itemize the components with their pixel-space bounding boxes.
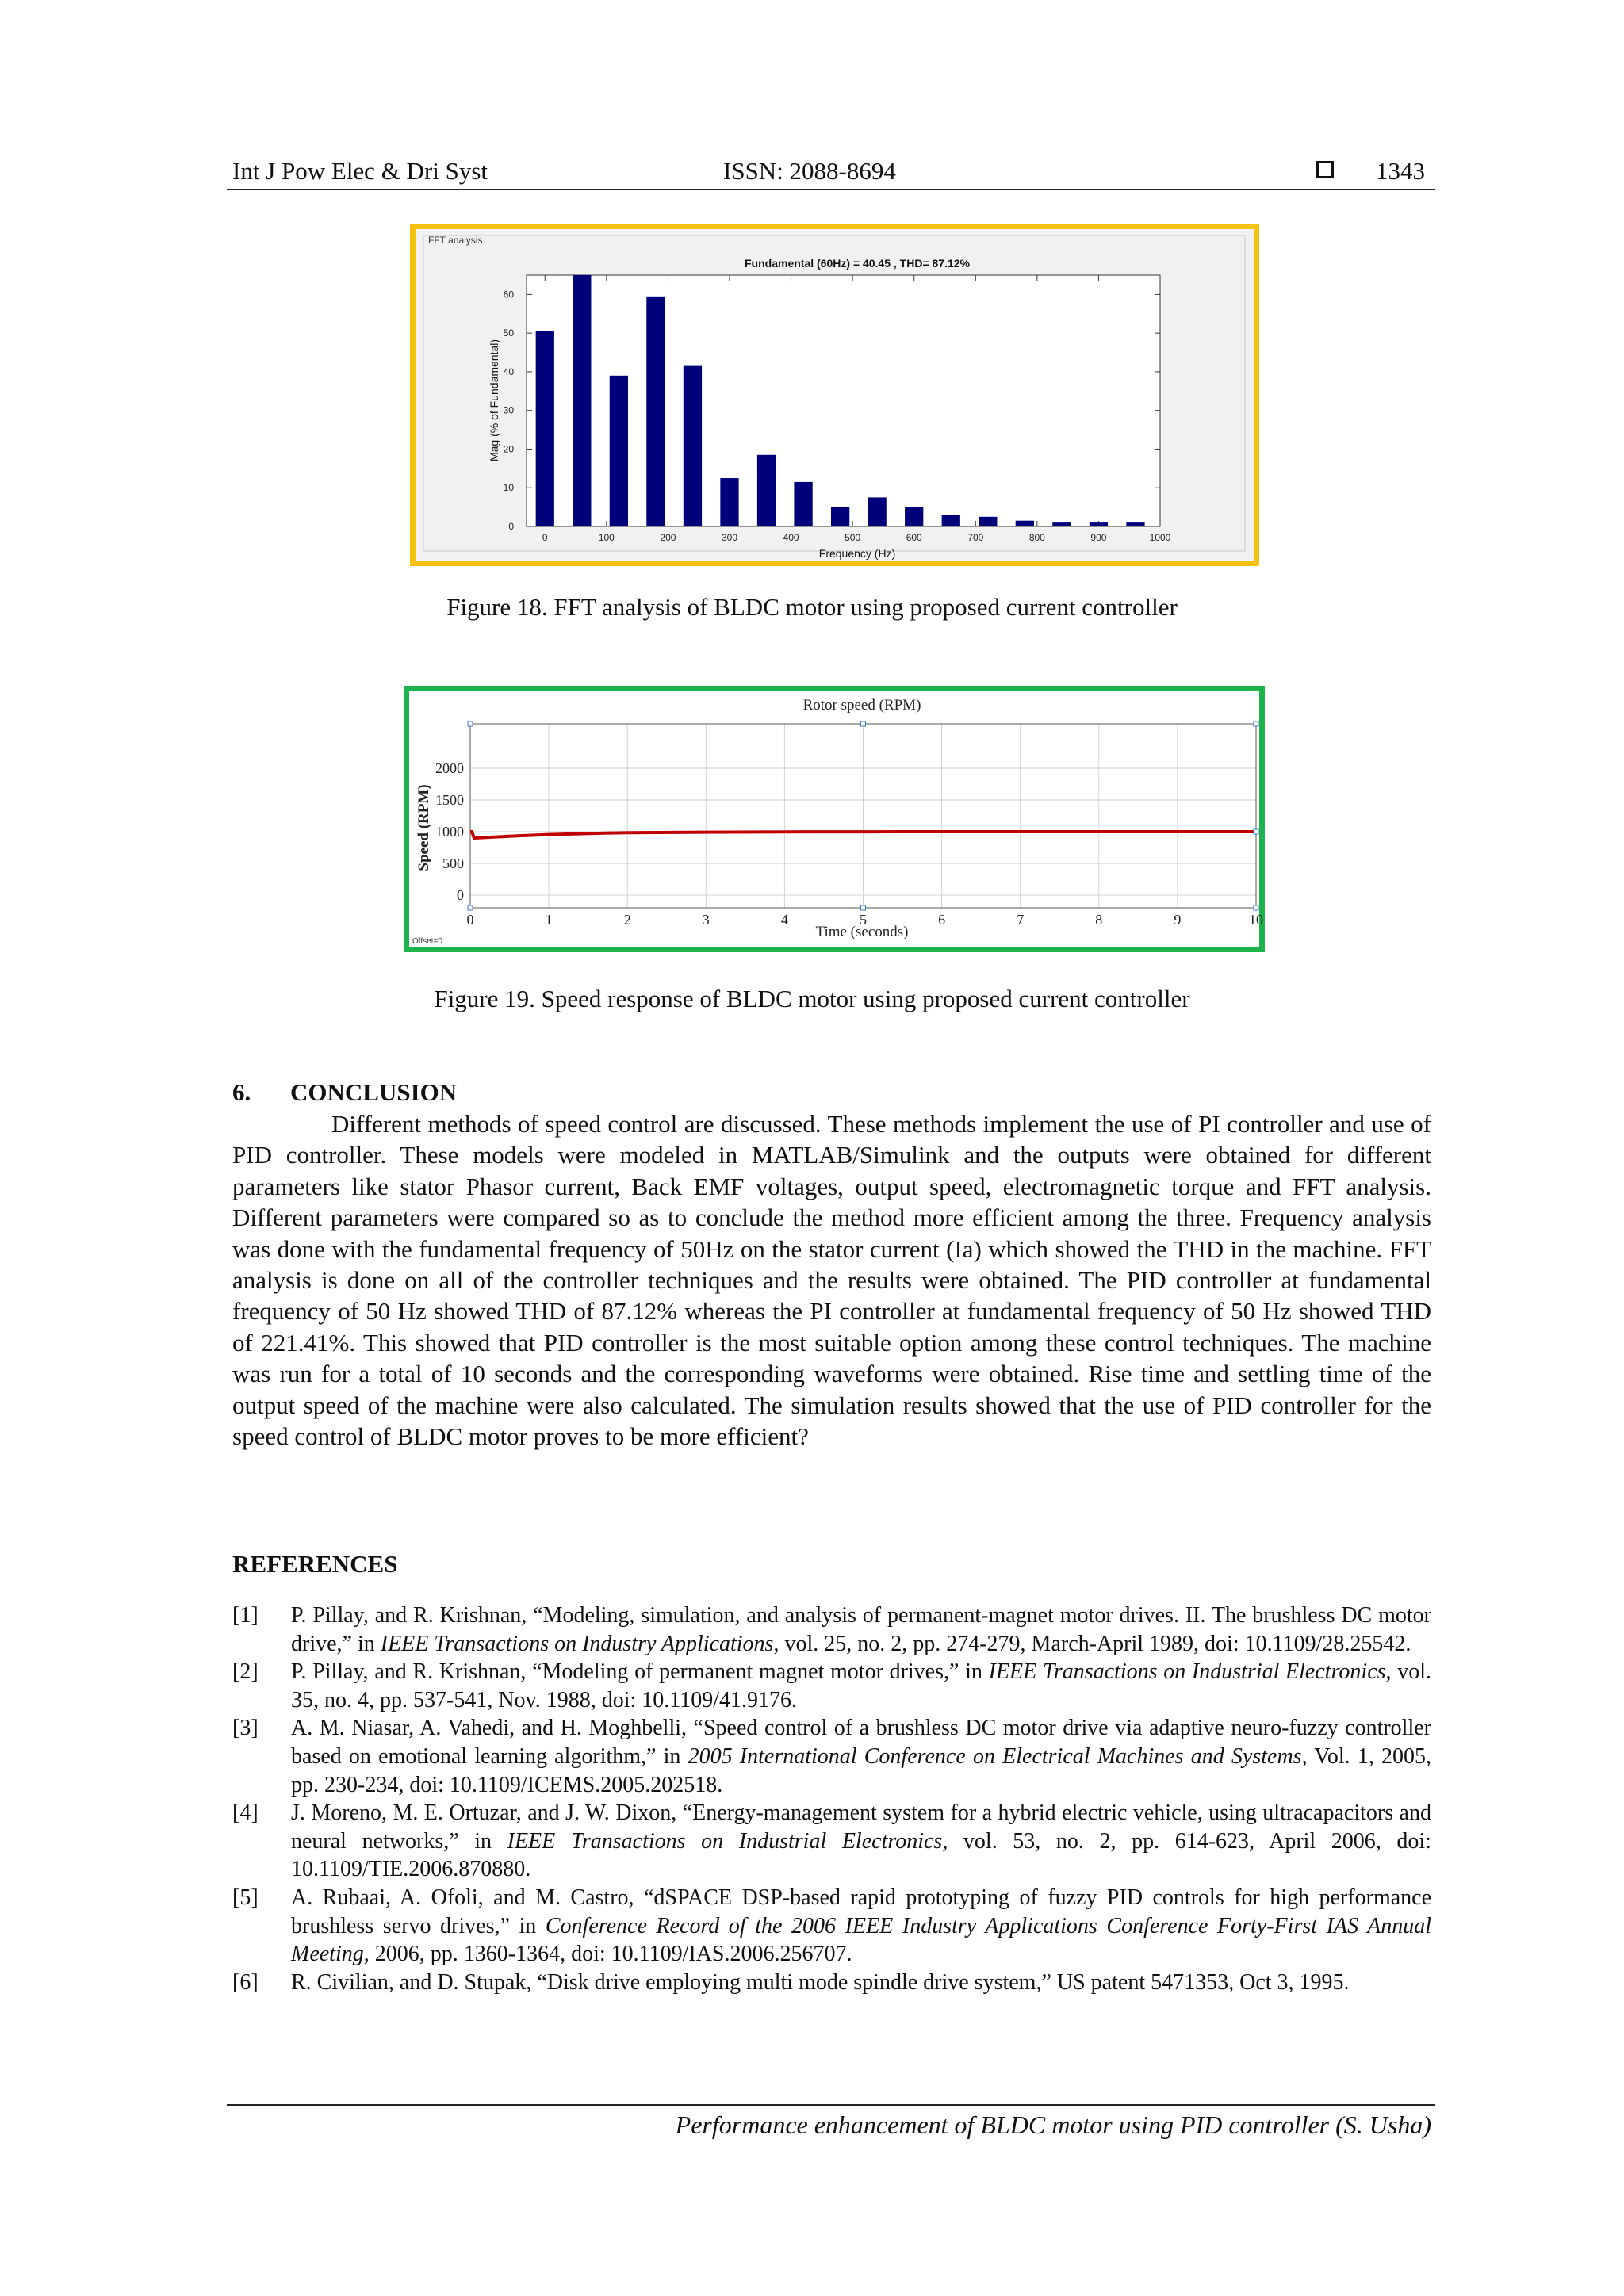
fft-y-tick-label: 30 <box>503 404 514 416</box>
fft-bar <box>979 517 997 526</box>
fft-bar <box>868 497 887 526</box>
reference-item <box>232 1969 1431 1997</box>
speed-y-tick-label: 0 <box>457 887 464 903</box>
reference-text: A. M. Niasar, A. Vahedi, and H. Moghbelli, “Speed control of a brushless DC motor drive via adaptive neuro-fuzzy controller based on emotional learning algorithm,” in <box>291 1716 1431 1769</box>
speed-y-tick-label: 2000 <box>435 760 464 776</box>
references-list <box>232 1601 1431 1996</box>
fft-panel-label: FFT analysis <box>428 235 483 246</box>
reference-details: , Vol. 1, 2005, pp. 230-234, doi: 10.1109/ICEMS.2005.202518. <box>291 1743 1431 1797</box>
fft-bar <box>646 297 665 526</box>
section-number: 6. <box>232 1078 251 1106</box>
fft-bar <box>757 455 776 526</box>
speed-y-tick-label: 1000 <box>435 824 464 840</box>
fft-y-tick-label: 50 <box>503 327 514 339</box>
reference-number: [6] <box>232 1969 259 1995</box>
speed-x-tick-label: 3 <box>702 912 710 928</box>
fft-x-tick-label: 300 <box>721 532 738 543</box>
fft-chart-title: Fundamental (60Hz) = 40.45 , THD= 87.12% <box>745 257 970 270</box>
fft-y-tick-label: 20 <box>503 443 514 455</box>
reference-venue: 2005 International Conference on Electrical Machines and Systems <box>688 1743 1302 1769</box>
reference-number: [3] <box>232 1716 259 1741</box>
speed-selection-handle <box>468 721 473 726</box>
reference-text: P. Pillay, and R. Krishnan, “Modeling of permanent magnet motor drives,” in <box>291 1659 989 1685</box>
reference-details: , vol. 35, no. 4, pp. 537-541, Nov. 1988, doi: 10.1109/41.9176. <box>291 1659 1431 1712</box>
fft-x-tick-label: 900 <box>1090 532 1107 543</box>
fft-bar <box>1016 521 1034 526</box>
reference-venue: IEEE Transactions on Industrial Electronics <box>988 1659 1386 1685</box>
reference-text: A. Rubaai, A. Ofoli, and M. Castro, “dSPACE DSP-based rapid prototyping of fuzzy PID controls for high performance brushless servo drives,” in <box>291 1885 1431 1938</box>
fft-bar <box>831 507 849 526</box>
speed-y-tick-label: 500 <box>442 855 464 871</box>
speed-x-tick-label: 1 <box>545 912 553 928</box>
fft-x-tick-label: 100 <box>598 532 615 543</box>
fft-y-tick-label: 0 <box>508 521 514 532</box>
speed-x-tick-label: 7 <box>1017 912 1025 928</box>
fft-x-tick-label: 0 <box>542 532 548 543</box>
speed-y-axis-label: Speed (RPM) <box>416 784 432 871</box>
speed-selection-handle <box>468 905 473 910</box>
speed-x-tick-label: 4 <box>780 912 788 928</box>
fft-y-tick-label: 40 <box>503 365 514 377</box>
reference-venue: IEEE Transactions on Industry Applications <box>380 1631 774 1656</box>
header-rule <box>227 189 1435 190</box>
fft-x-tick-label: 600 <box>906 532 922 543</box>
page-number: 1343 <box>1376 157 1425 185</box>
fft-x-tick-label: 700 <box>967 532 984 543</box>
fft-bar <box>1126 522 1144 526</box>
reference-item <box>232 1884 1431 1969</box>
reference-item <box>232 1601 1431 1658</box>
reference-item <box>232 1714 1431 1799</box>
fft-x-tick-label: 800 <box>1028 532 1045 543</box>
speed-chart <box>409 691 1263 947</box>
reference-number: [2] <box>232 1659 259 1685</box>
reference-venue: Conference Record of the 2006 IEEE Industry Applications Conference Forty-First IAS Annual Meeting <box>291 1913 1431 1967</box>
reference-details: , 2006, pp. 1360-1364, doi: 10.1109/IAS.2006.256707. <box>363 1942 852 1967</box>
speed-x-tick-label: 5 <box>860 912 867 928</box>
reference-text: J. Moreno, M. E. Ortuzar, and J. W. Dixon, “Energy-management system for a hybrid electric vehicle, using ultracapacitors and neural networks,” in <box>291 1800 1431 1854</box>
reference-text: P. Pillay, and R. Krishnan, “Modeling, simulation, and analysis of permanent-magnet motor drives. II. The brushless DC motor drive,” in <box>291 1603 1431 1656</box>
footer-rule <box>227 2104 1435 2106</box>
fft-x-tick-label: 500 <box>845 532 861 543</box>
speed-selection-handle <box>1254 829 1258 834</box>
speed-x-tick-label: 0 <box>466 912 474 928</box>
fft-bar <box>684 366 702 526</box>
running-footer: Performance enhancement of BLDC motor using PID controller (S. Usha) <box>675 2110 1431 2139</box>
speed-selection-handle <box>861 905 866 910</box>
reference-item <box>232 1658 1431 1714</box>
fft-bar <box>1052 522 1071 526</box>
conclusion-paragraph: Different methods of speed control are discussed. These methods implement the use of PI controller and use of PID controller. These models were modeled in MATLAB/Simulink and the outputs were obtained for different parameters like stator Phasor current, Back EMF voltages, output speed, electromagnetic torque and FFT analysis. Different parameters were compared so as to conclude the method more efficient among the three. Frequency analysis was done with the fundamental frequency of 50Hz on the stator current (Ia) which showed the THD in the machine. FFT analysis is done on all of the controller techniques and the results were obtained. The PID controller at fundamental frequency of 50 Hz showed THD of 87.12% whereas the PI controller at fundamental frequency of 50 Hz showed THD of 221.41%. This showed that PID controller is the most suitable option among these control techniques. The machine was run for a total of 10 seconds and the corresponding waveforms were obtained. Rise time and settling time of the output speed of the machine were also calculated. The simulation results showed that the use of PID controller for the speed control of BLDC motor proves to be more efficient? <box>232 1110 1431 1451</box>
fft-bar <box>536 331 554 526</box>
fft-y-tick-label: 10 <box>503 482 514 494</box>
reference-number: [1] <box>232 1603 259 1628</box>
reference-number: [4] <box>232 1800 259 1826</box>
speed-chart-title: Rotor speed (RPM) <box>802 697 921 714</box>
reference-item <box>232 1799 1431 1884</box>
speed-x-tick-label: 9 <box>1174 912 1182 928</box>
speed-selection-handle <box>1254 905 1258 910</box>
speed-x-tick-label: 10 <box>1249 912 1263 928</box>
fft-bar <box>610 376 628 526</box>
speed-selection-handle <box>1254 721 1258 726</box>
reference-details: , vol. 53, no. 2, pp. 614-623, April 2006, doi: 10.1109/TIE.2006.870880. <box>291 1828 1431 1882</box>
fft-x-tick-label: 1000 <box>1149 532 1171 543</box>
reference-text: R. Civilian, and D. Stupak, “Disk drive employing multi mode spindle drive system,” US patent 5471353, Oct 3, 1995. <box>291 1969 1350 1995</box>
fft-bar <box>1090 522 1108 526</box>
speed-x-axis-label: Time (seconds) <box>815 924 909 940</box>
speed-x-tick-label: 8 <box>1095 912 1103 928</box>
fft-chart <box>416 229 1254 561</box>
reference-number: [5] <box>232 1885 259 1910</box>
section-title: CONCLUSION <box>290 1078 458 1106</box>
speed-x-tick-label: 2 <box>623 912 631 928</box>
fft-bar <box>573 275 591 526</box>
fft-x-axis-label: Frequency (Hz) <box>818 547 896 560</box>
running-header-issn: ISSN: 2088-8694 <box>723 157 896 185</box>
offset-label: Offset=0 <box>412 937 442 946</box>
speed-x-tick-label: 6 <box>938 912 946 928</box>
reference-details: , vol. 25, no. 2, pp. 274-279, March-April 1989, doi: 10.1109/28.25542. <box>773 1631 1411 1656</box>
figure-19-frame <box>404 686 1265 952</box>
figure-18-caption: Figure 18. FFT analysis of BLDC motor using proposed current controller <box>446 593 1178 621</box>
fft-bar <box>942 515 960 526</box>
fft-x-tick-label: 200 <box>660 532 676 543</box>
fft-bar <box>794 482 812 526</box>
fft-y-tick-label: 60 <box>503 289 514 300</box>
fft-y-axis-label: Mag (% of Fundamental) <box>488 339 500 462</box>
references-title: REFERENCES <box>232 1550 398 1578</box>
fft-x-tick-label: 400 <box>783 532 799 543</box>
running-header-journal: Int J Pow Elec & Dri Syst <box>232 157 488 185</box>
figure-19-caption: Figure 19. Speed response of BLDC motor using proposed current controller <box>434 985 1190 1012</box>
speed-y-tick-label: 1500 <box>435 792 464 808</box>
speed-selection-handle <box>861 721 866 726</box>
checkbox-bullet-icon <box>1316 161 1334 178</box>
figure-18-frame <box>410 224 1259 566</box>
reference-venue: IEEE Transactions on Industrial Electronics <box>507 1828 943 1854</box>
fft-bar <box>905 507 923 526</box>
fft-bar <box>720 478 738 526</box>
